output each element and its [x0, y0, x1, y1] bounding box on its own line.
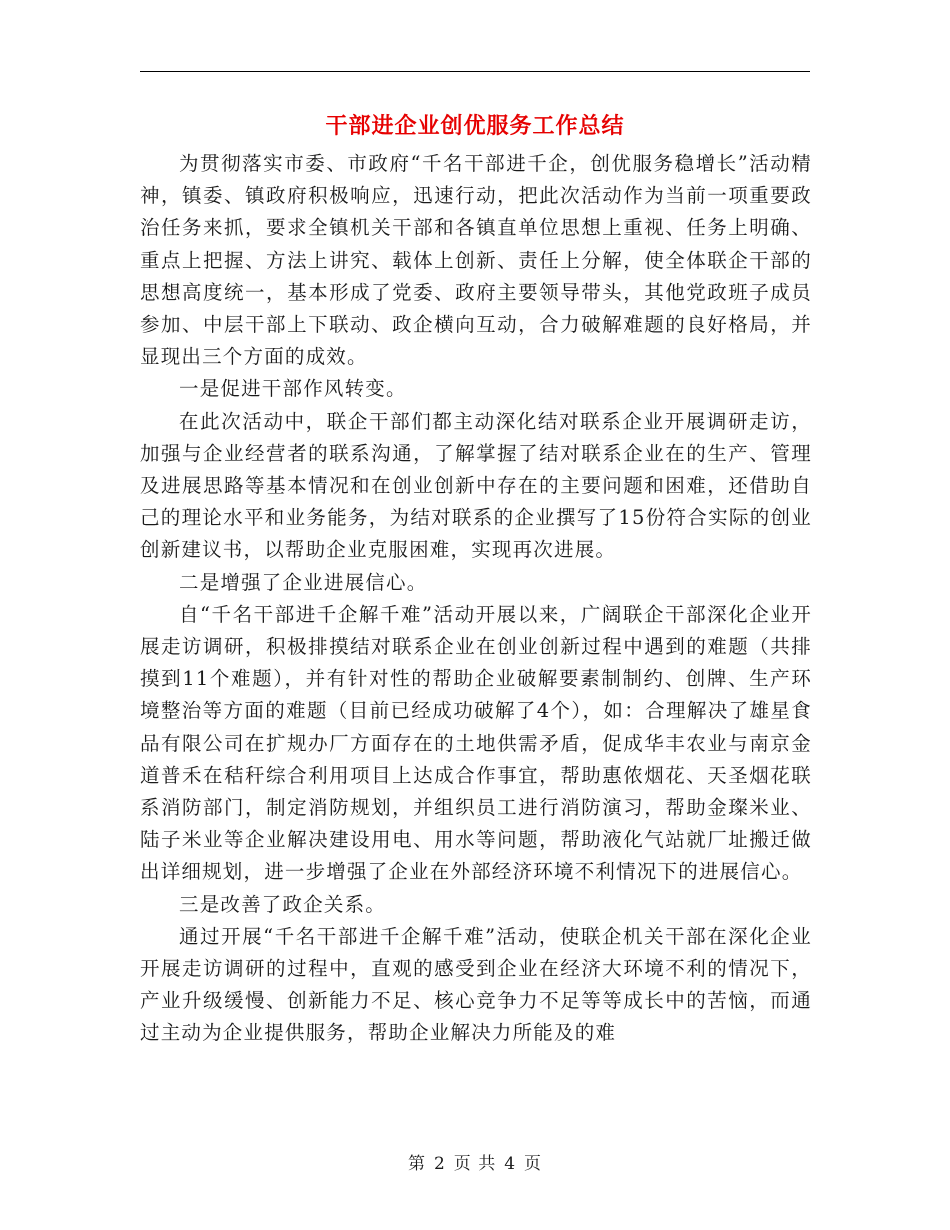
footer-current-page: 2 — [433, 1154, 446, 1174]
heading-point-one: 一是促进干部作风转变。 — [179, 377, 407, 401]
footer-total-pages: 4 — [504, 1154, 517, 1174]
heading-point-two: 二是增强了企业进展信心。 — [179, 570, 428, 594]
page-footer — [0, 1152, 950, 1176]
document-body — [140, 148, 812, 1050]
footer-prefix: 第 — [407, 1154, 426, 1174]
paragraph-intro: 为贯彻落实市委、市政府“千名干部进千企，创优服务稳增长”活动精神，镇委、镇政府积极响应，迅速行动，把此次活动作为当前一项重要政治任务来抓，要求全镇机关干部和各镇直单位思想上重视、任务上明确、重点上把握、方法上讲究、载体上创新、责任上分解，使全体联企干部的思想高度统一，基本形成了党委、政府主要领导带头，其他党政班子成员参加、中层干部上下联动、政企横向互动，合力破解难题的良好格局，并显现出三个方面的成效。 — [140, 152, 812, 369]
paragraph-point-two: 自“千名干部进千企解千难”活动开展以来，广阔联企干部深化企业开展走访调研，积极排摸结对联系企业在创业创新过程中遇到的难题（共排摸到11个难题），并有针对性的帮助企业破解要素制制约、创牌、生产环境整治等方面的难题（目前已经成功破解了4个），如：合理解决了雄星食品有限公司在扩规办厂方面存在的土地供需矛盾，促成华丰农业与南京金道普禾在秸秆综合利用项目上达成合作事宜，帮助惠侬烟花、天圣烟花联系消防部门，制定消防规划，并组织员工进行消防演习，帮助金璨米业、陆子米业等企业解决建设用电、用水等问题，帮助液化气站就厂址搬迁做出详细规划，进一步增强了企业在外部经济环境不利情况下的进展信心。 — [140, 602, 812, 884]
footer-middle: 页 共 — [453, 1154, 497, 1174]
heading-point-three: 三是改善了政企关系。 — [179, 892, 387, 916]
document-title: 干部进企业创优服务工作总结 — [325, 113, 625, 139]
paragraph-point-one: 在此次活动中，联企干部们都主动深化结对联系企业开展调研走访，加强与企业经营者的联系沟通，了解掌握了结对联系企业在的生产、管理及进展思路等基本情况和在创业创新中存在的主要问题和困难，还借助自己的理论水平和业务能务，为结对联系的企业撰写了15份符合实际的创业创新建议书，以帮助企业克服困难，实现再次进展。 — [140, 409, 812, 562]
paragraph-point-three: 通过开展“千名干部进千企解千难”活动，使联企机关干部在深化企业开展走访调研的过程中，直观的感受到企业在经济大环境不利的情况下，产业升级缓慢、创新能力不足、核心竞争力不足等等成长中的苦恼，而通过主动为企业提供服务，帮助企业解决力所能及的难 — [140, 924, 812, 1045]
header-rule — [140, 71, 810, 72]
footer-suffix: 页 — [524, 1154, 543, 1174]
